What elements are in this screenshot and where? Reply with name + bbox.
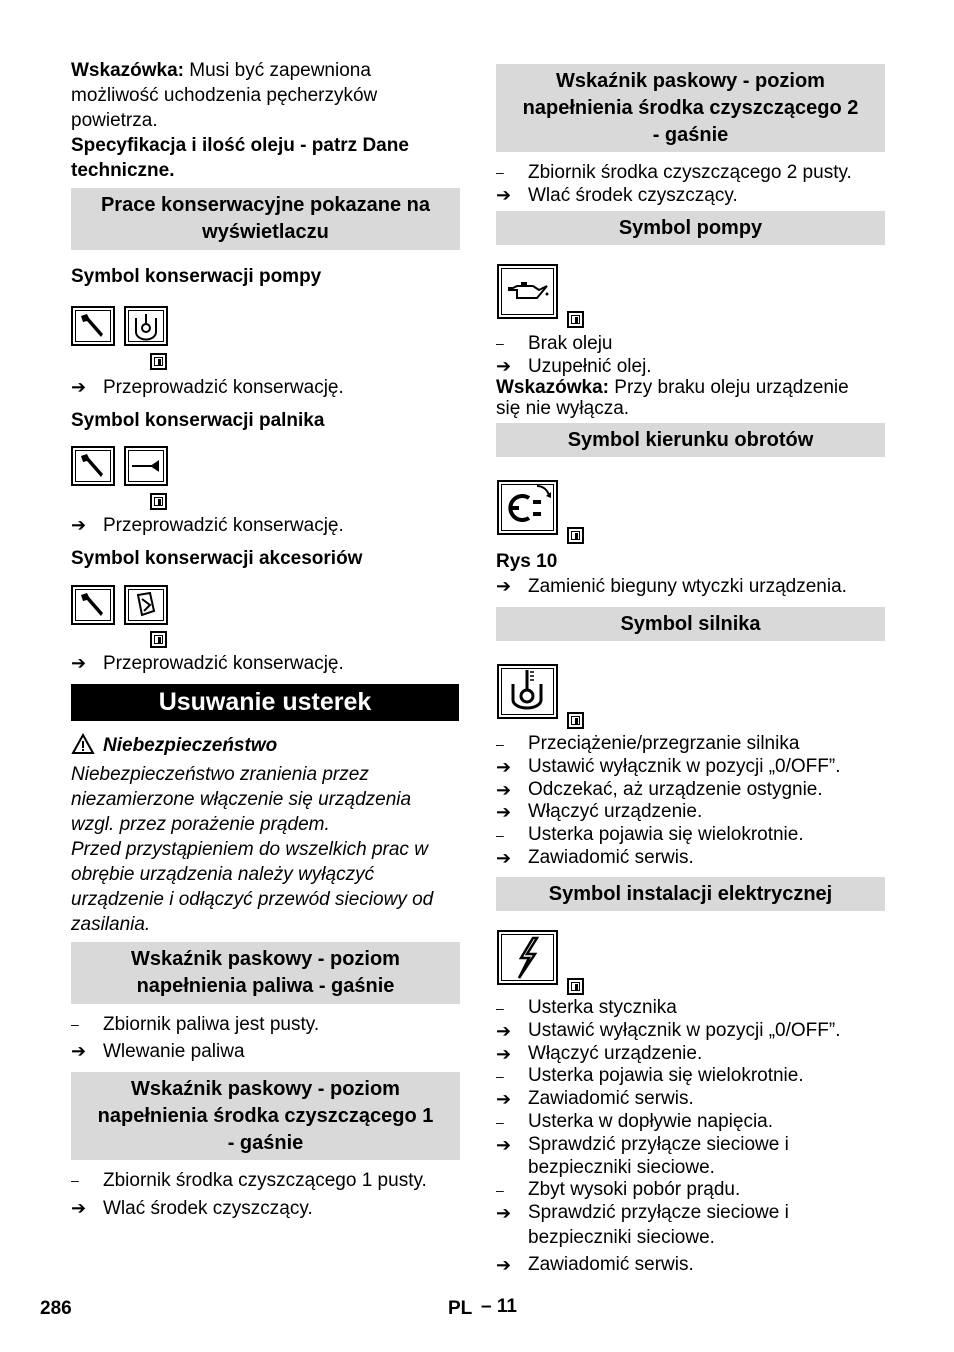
list-item — [496, 354, 652, 379]
item-text: Usterka w dopływie napięcia. — [528, 1110, 774, 1132]
motor-list — [496, 733, 885, 870]
dash-bullet: – — [496, 1000, 504, 1016]
list-item — [496, 1088, 885, 1111]
language-code: PL — [448, 1298, 473, 1319]
heading-line: napełnienia środka czyszczącego 2 — [522, 96, 859, 119]
action-text: Wlać środek czyszczący. — [528, 185, 738, 206]
heading-line: - gaśnie — [227, 1131, 304, 1154]
right-arrow-icon: ➔ — [496, 1089, 512, 1110]
dash-bullet: – — [71, 1016, 79, 1032]
pump-note — [496, 377, 885, 419]
display-indicator-icon — [150, 353, 167, 370]
section-heading-electric: Symbol instalacji elektrycznej — [496, 877, 885, 911]
item-text: bezpieczniki sieciowe. — [528, 1156, 715, 1178]
display-indicator-icon — [150, 631, 167, 648]
right-arrow-icon: ➔ — [71, 377, 87, 397]
list-item — [496, 574, 847, 599]
acc-maint-title: Symbol konserwacji akcesoriów — [71, 548, 363, 569]
page-number: 286 — [40, 1298, 72, 1319]
heading-line: napełnienia paliwa - gaśnie — [136, 975, 395, 997]
right-arrow-icon: ➔ — [496, 779, 512, 800]
list-item — [496, 1111, 885, 1134]
note-text: możliwość uchodzenia pęcherzyków — [71, 85, 378, 106]
spec-text: Specyfikacja i ilość oleju - patrz Dane — [71, 135, 409, 156]
item-text: Sprawdzić przyłącze sieciowe i — [528, 1202, 789, 1224]
heading-line: Wskaźnik paskowy - poziom — [131, 948, 400, 970]
note-text: się nie wyłącza. — [496, 398, 630, 419]
wrench-icon — [71, 306, 115, 346]
dash-bullet: – — [496, 164, 504, 180]
display-indicator-icon — [567, 978, 584, 995]
dash-bullet: – — [496, 736, 504, 752]
item-text: Odczekać, aż urządzenie ostygnie. — [528, 778, 823, 800]
list-item — [496, 1065, 885, 1088]
danger-line: wzgl. przez porażenie prądem. — [71, 814, 330, 835]
action-text: Przeprowadzić konserwację. — [103, 515, 344, 536]
wrench-icon — [71, 585, 115, 625]
pump-maint-title: Symbol konserwacji pompy — [71, 266, 322, 287]
oil-can-icon — [497, 264, 558, 319]
dash-bullet: – — [71, 1172, 79, 1188]
list-item — [496, 1254, 885, 1277]
dash-bullet: – — [496, 1182, 504, 1199]
list-item — [496, 1043, 885, 1066]
list-item — [71, 1012, 319, 1037]
item-text: Przeciążenie/przegrzanie silnika — [528, 733, 800, 754]
note-label: Wskazówka: — [71, 60, 184, 81]
list-item — [71, 1196, 313, 1221]
action-text: Zamienić bieguny wtyczki urządzenia. — [528, 576, 847, 597]
list-item — [496, 1227, 885, 1250]
danger-label: Niebezpieczeństwo — [103, 735, 278, 756]
danger-line: zasilania. — [71, 914, 151, 935]
heading-line: Wskaźnik paskowy - poziom — [131, 1077, 400, 1100]
right-arrow-icon: ➔ — [496, 356, 512, 376]
right-arrow-icon: ➔ — [496, 576, 512, 596]
list-item — [496, 733, 885, 756]
right-arrow-icon: ➔ — [496, 1134, 512, 1155]
list-item — [71, 651, 344, 676]
heading-line: napełnienia środka czyszczącego 1 — [97, 1104, 434, 1127]
item-text: Usterka pojawia się wielokrotnie. — [528, 1065, 804, 1087]
right-arrow-icon: ➔ — [496, 802, 512, 823]
cause-text: Zbiornik paliwa jest pusty. — [103, 1014, 320, 1035]
danger-text — [71, 762, 460, 937]
list-item — [496, 1202, 885, 1225]
list-item — [496, 756, 885, 779]
note-text: Musi być zapewniona — [189, 60, 371, 81]
right-arrow-icon: ➔ — [496, 847, 512, 868]
burner-maint-title: Symbol konserwacji palnika — [71, 410, 325, 431]
note-text: powietrza. — [71, 110, 158, 131]
danger-line: urządzenie i odłączyć przewód sieciowy od — [71, 889, 434, 910]
section-heading-detergent-1 — [71, 1072, 460, 1160]
right-arrow-icon: ➔ — [71, 653, 87, 673]
note-label: Wskazówka: — [496, 377, 609, 398]
action-text: Wlewanie paliwa — [103, 1041, 245, 1062]
danger-line: niezamierzone włączenie się urządzenia — [71, 789, 412, 810]
display-indicator-icon — [567, 311, 584, 328]
danger-line: obrębie urządzenia należy wyłączyć — [71, 864, 375, 885]
right-arrow-icon: ➔ — [496, 1043, 512, 1064]
display-indicator-icon — [567, 712, 584, 729]
list-item — [71, 1039, 245, 1064]
right-arrow-icon: ➔ — [71, 1041, 87, 1061]
right-arrow-icon: ➔ — [496, 756, 512, 777]
display-indicator-icon — [567, 527, 584, 544]
item-text: Zawiadomić serwis. — [528, 1088, 694, 1110]
section-page: – 11 — [481, 1296, 517, 1317]
item-text: Usterka stycznika — [528, 997, 677, 1018]
right-arrow-icon: ➔ — [496, 1254, 512, 1275]
wrench-icon — [71, 446, 115, 486]
item-text: Sprawdzić przyłącze sieciowe i — [528, 1133, 789, 1155]
danger-line: Przed przystąpieniem do wszelkich prac w — [71, 839, 428, 860]
right-arrow-icon: ➔ — [71, 515, 87, 535]
list-item — [71, 513, 344, 538]
display-indicator-icon — [150, 493, 167, 510]
item-text: Ustawić wyłącznik w pozycji „0/OFF”. — [528, 755, 841, 777]
item-text: bezpieczniki sieciowe. — [528, 1226, 715, 1248]
dash-bullet: – — [496, 827, 504, 844]
burner-icon — [124, 446, 168, 486]
danger-line: Niebezpieczeństwo zranienia przez — [71, 764, 369, 785]
list-item — [496, 1157, 885, 1180]
accessory-icon — [124, 585, 168, 625]
cause-text: Zbiornik środka czyszczącego 1 pusty. — [103, 1170, 427, 1191]
right-arrow-icon: ➔ — [496, 1203, 512, 1224]
section-heading-detergent-2 — [496, 64, 885, 152]
section-heading-rotation: Symbol kierunku obrotów — [496, 423, 885, 457]
motor-temperature-icon — [497, 664, 558, 719]
action-text: Przeprowadzić konserwację. — [103, 377, 344, 398]
list-item — [496, 847, 885, 870]
section-heading-pump: Symbol pompy — [496, 211, 885, 245]
list-item — [496, 779, 885, 802]
section-heading-maintenance — [71, 188, 460, 250]
section-heading-motor: Symbol silnika — [496, 607, 885, 641]
action-text: Przeprowadzić konserwację. — [103, 653, 344, 674]
list-item — [496, 160, 852, 185]
right-arrow-icon: ➔ — [496, 1020, 512, 1041]
item-text: Zawiadomić serwis. — [528, 1253, 694, 1275]
section-heading-fuel — [71, 942, 460, 1004]
danger-label-row — [71, 733, 277, 758]
item-text: Ustawić wyłącznik w pozycji „0/OFF”. — [528, 1019, 841, 1041]
dash-bullet: – — [496, 1113, 504, 1130]
list-item — [496, 1020, 885, 1043]
list-item — [496, 1179, 885, 1202]
item-text: Włączyć urządzenie. — [528, 801, 703, 823]
heading-line: wyświetlaczu — [202, 221, 329, 243]
dash-bullet: – — [496, 1068, 504, 1085]
list-item — [496, 1134, 885, 1157]
lightning-icon — [497, 930, 558, 985]
item-text: Zbyt wysoki pobór prądu. — [528, 1179, 741, 1201]
right-arrow-icon: ➔ — [71, 1198, 87, 1218]
warning-triangle-icon — [71, 733, 103, 755]
list-item — [71, 1168, 427, 1193]
note-paragraph — [71, 58, 460, 183]
note-text: Przy braku oleju urządzenie — [614, 377, 849, 398]
action-text: Wlać środek czyszczący. — [103, 1198, 313, 1219]
electric-list — [496, 997, 885, 1277]
list-item — [496, 801, 885, 824]
spec-text: techniczne. — [71, 160, 175, 181]
list-item — [496, 824, 885, 847]
cause-text: Zbiornik środka czyszczącego 2 pusty. — [528, 162, 852, 183]
figure-label: Rys 10 — [496, 551, 558, 572]
list-item — [496, 997, 885, 1020]
heading-line: Wskaźnik paskowy - poziom — [556, 69, 825, 92]
heading-line: Prace konserwacyjne pokazane na — [100, 194, 431, 216]
cause-text: Brak oleju — [528, 333, 613, 354]
list-item — [496, 331, 613, 356]
chapter-heading: Usuwanie usterek — [71, 684, 459, 721]
dash-bullet: – — [496, 335, 504, 351]
item-text: Usterka pojawia się wielokrotnie. — [528, 824, 804, 846]
action-text: Uzupełnić olej. — [528, 356, 652, 377]
heading-line: - gaśnie — [652, 123, 729, 146]
rotation-direction-icon — [497, 480, 558, 535]
list-item — [71, 375, 344, 400]
pump-maintenance-icon — [124, 306, 168, 346]
item-text: Włączyć urządzenie. — [528, 1042, 703, 1064]
list-item — [496, 183, 738, 208]
right-arrow-icon: ➔ — [496, 185, 512, 205]
item-text: Zawiadomić serwis. — [528, 846, 694, 868]
